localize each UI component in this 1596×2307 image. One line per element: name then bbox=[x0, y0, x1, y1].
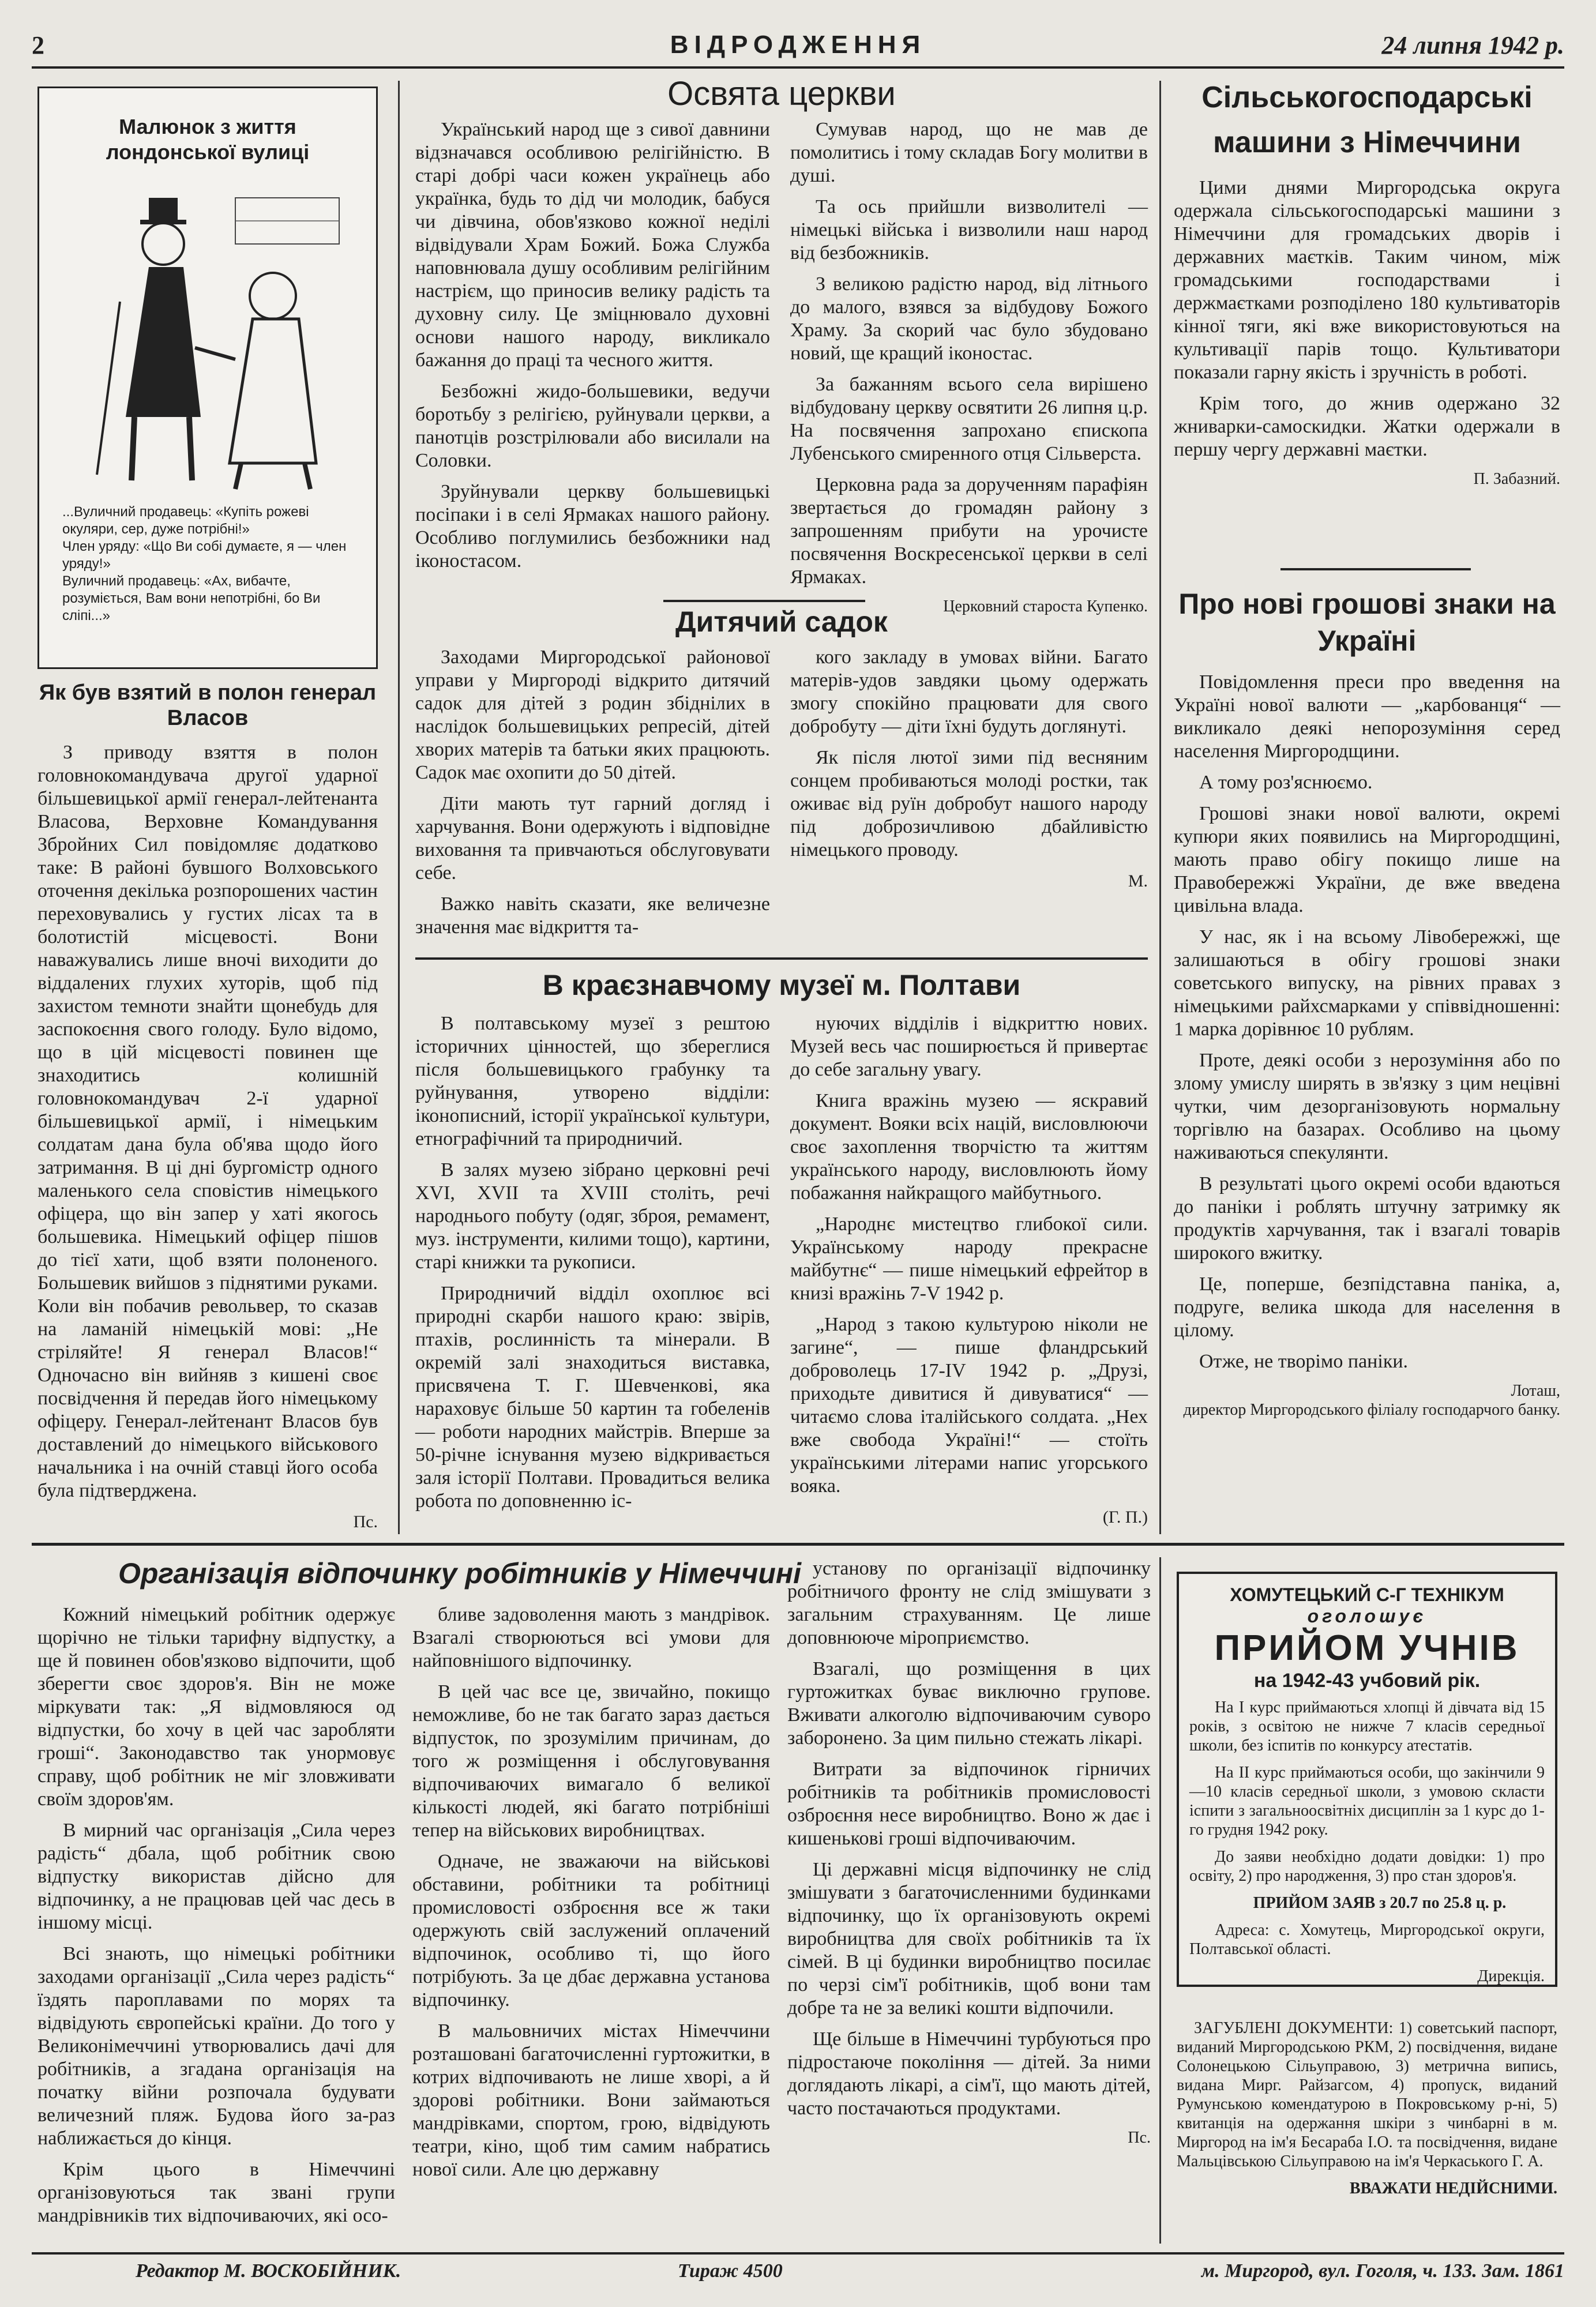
church-paragraph: Церковна рада за дорученням парафіян звертається до громадян району з запрошенням прибути на урочисте посвячення Воскресенської церкви в селі Ярмаках. bbox=[790, 474, 1148, 588]
money-paragraph: Проте, деякі особи з нерозуміння або по злому умислу ширять в зв'язку з цим нецівні чутки, чим дезорганізовують нормальну торгівлю на базарах. Особливо на цьому наживаються спекулянти. bbox=[1174, 1050, 1560, 1163]
church-paragraph: Український народ ще з сивої давнини відзначався особливою релігійністю. В старі добрі часи кожен українець або українка, будь то дід чи молодик, бабуся чи дівчина, обов'язково кожної неділі відвідували Храм Божий. Божа Служба наповнювала душу особливим релігійним настрієм, що приносив велику радість та духовну силу. Це зміцнювало духовні основи нашого народу, викликало бажання до праці та чесного життя. bbox=[415, 119, 770, 371]
article-rest-col2 bbox=[412, 1603, 770, 2244]
cartoon-caption-vendor: ...Вуличний продавець: «Купіть рожеві окуляри, сер, дуже потрібні!» bbox=[62, 504, 309, 537]
footer bbox=[32, 2252, 1564, 2289]
article-machines-title: Сільськогосподарські машини з Німеччини bbox=[1201, 81, 1533, 159]
article-machines-signature: П. Забазний. bbox=[1473, 470, 1560, 488]
section-rule bbox=[415, 957, 1148, 960]
article-kindergarten bbox=[415, 606, 1148, 975]
article-rest-title: Організація відпочинку робітників у Німеччині bbox=[118, 1557, 801, 1590]
column-rule bbox=[1159, 1557, 1161, 2244]
museum-paragraph: „Народнє мистецтво глибокої сили. Українському народу прекрасне майбутнє“ — пише німецький ефрейтор в книзі вражінь 7-V 1942 р. bbox=[790, 1213, 1148, 1304]
rest-paragraph: В мальовничих містах Німеччини розташовані багаточисленні гуртожитки, в котрих відпочивають не лише хворі, а й здорові робітники. Вони займаються мандрівками, спортом, грою, відвідують театри, кіно, щоб тим самим набратись нової сили. Але цю державну bbox=[412, 2020, 770, 2180]
article-vlasov-signature: Пс. bbox=[353, 1512, 378, 1532]
church-paragraph: За бажанням всього села вирішено відбудовану церкву освятити 26 липня ц.р. На посвячення запрохано єпископа Лубенського смиренного отця Сільверста. bbox=[790, 374, 1148, 464]
column-rule bbox=[398, 81, 400, 1534]
kindergarten-paragraph: Важко навіть сказати, яке величезне значення має відкриття та- bbox=[415, 893, 770, 938]
article-rest-col3 bbox=[787, 1557, 1151, 2244]
ad-headline: ПРИЙОМ УЧНІВ bbox=[1214, 1628, 1520, 1668]
newspaper-name: ВІДРОДЖЕННЯ bbox=[670, 31, 926, 59]
article-vlasov bbox=[37, 681, 378, 1546]
money-paragraph: Отже, не творімо паніки. bbox=[1199, 1351, 1409, 1372]
masthead bbox=[32, 26, 1564, 69]
article-machines bbox=[1174, 75, 1560, 554]
rest-paragraph: Всі знають, що німецькі робітники заходами організації „Сила через радість“ їздять пароплавами по морях та відвідують європейські країни. До того у Великонімеччині утворювались дачі для робітників, а згадана організація на початку війни розпочала будувати величезний пляж. Будова його за-раз наближається до кінця. bbox=[37, 1943, 395, 2149]
article-museum-signature: (Г. П.) bbox=[1102, 1508, 1148, 1527]
article-kindergarten-signature: М. bbox=[1128, 871, 1148, 891]
technikum-advertisement bbox=[1177, 1572, 1557, 1987]
article-money bbox=[1174, 585, 1560, 1531]
article-vlasov-text: З приводу взяття в полон головнокомандувача другої ударної більшевицької армії генерал-лейтенанта Власова, Верховне Командування Збройних Сил повідомляє додатково таке: В районі бувшого Волховського оточення декілька розпорошених частин переховувались у густих лісах та в болотистій місцевості. Вони наважувались лише вночі виходити до віддалених глухих хуторів, щоб під захистом темноти знайти щонебудь для заспокоєння свого голоду. Було відомо, що в цій місцевості повинен ще знаходитись колишній головнокомандувач 2-ї ударної більшевицької армії, і німецьким солдатам дана була об'ява щодо його затримання. В ці дні бургомістр одного маленького села сповістив німецького офіцера, що він запер у хаті якогось большевика. Німецький офіцер пішов до тієї хати, щоб взяти полоненого. Большевик вийшов з піднятими руками. Коли він побачив револьвер, то сказав на ламаній німецькій мові: „Не стріляйте! Я генерал Власов!“ Одночасно він вийняв з кишені своє посвідчення й передав його німецькому офіцеру. Генерал-лейтенант Власов був доставлений до німецького військового начальника і на очній ставці його особа була підтверджена. bbox=[37, 742, 378, 1502]
museum-paragraph: В залях музею зібрано церковні речі XVI, XVII та XVIII століть, речі народнього побуту (одяг, зброя, ремамент, муз. інструменти, килими тощо), картини, старі книжки та рукописи. bbox=[415, 1159, 770, 1273]
article-church-title: Освята церкви bbox=[667, 75, 896, 112]
money-paragraph: Повідомлення преси про введення на Україні нової валюти — „карбованця“ — викликало деякі непорозуміння серед населення Миргородщини. bbox=[1174, 671, 1560, 762]
machines-paragraph: Крім того, до жнив одержано 32 жниварки-самоскидки. Жатки одержали в першу чергу державні маєтки. bbox=[1174, 393, 1560, 460]
article-church bbox=[415, 75, 1148, 615]
lost-documents-text: ЗАГУБЛЕНІ ДОКУМЕНТИ: 1) советський паспорт, виданий Миргородською РКМ, 2) посвідчення, видане Солонецькою Сільуправою, 3) метрична випись, видана Мирг. Райзагсом, 4) пропуск, виданий Румунською комендатурою в Покровському р-ні, 5) квитанція на одержання шкіри з чинбарні в м. Миргород на ім'я Бесараба І.О. та посвідчення, видане Мальцівською Сільуправою на ім'я Черкаського Г. А. bbox=[1177, 2019, 1557, 2170]
rest-paragraph: Ці державні місця відпочинку не слід змішувати з багаточисленними будинками відпочинку, що їх організовують окремі виробництва для своїх робітників та їх сімей. В ці будинки виробництво посилає по черзі сім'ї робітників, щоб вони там добре та не за великі кошти відпочили. bbox=[787, 1859, 1151, 2019]
section-rule-bottom bbox=[32, 1543, 1564, 1546]
article-museum-col1 bbox=[415, 1012, 770, 1531]
article-museum bbox=[415, 969, 1148, 1534]
kindergarten-paragraph: Заходами Миргородської районової управи у Миргороді відкрито дитячий садок для дітей з родин збіднілих в наслідок большевицьких репресій, дітей хворих матерів та батьки яких працюють. Садок має охопити до 50 дітей. bbox=[415, 647, 770, 783]
ad-year: на 1942-43 учбовий рік. bbox=[1253, 1670, 1481, 1692]
rest-paragraph: бливе задоволення мають з мандрівок. Взагалі створюються всі умови для найповнішого відпочинку. bbox=[412, 1604, 770, 1671]
rest-paragraph: Ще більше в Німеччині турбуються про підростаюче покоління — дітей. За ними доглядають лікарі, а сім'ї, що мають дітей, часто постачаються продуктами. bbox=[787, 2028, 1151, 2119]
article-rest-col1 bbox=[37, 1603, 395, 2244]
section-rule bbox=[663, 600, 865, 602]
kindergarten-paragraph: Діти мають тут гарний догляд і харчування. Вони одержують і відповідне виховання та привчаються обслуговувати себе. bbox=[415, 793, 770, 884]
ad-line: ПРИЙОМ ЗАЯВ з 20.7 по 25.8 ц. р. bbox=[1253, 1894, 1507, 1912]
section-rule bbox=[1280, 568, 1471, 570]
article-money-signature-name: Лоташ, bbox=[1511, 1382, 1560, 1400]
article-kindergarten-col2 bbox=[790, 646, 1148, 975]
cartoon-caption-official: Член уряду: «Що Ви собі думаєте, я — член уряду!» bbox=[62, 539, 347, 572]
article-church-col1 bbox=[415, 118, 770, 591]
rest-paragraph: установу по організації відпочинку робітничого фронту не слід змішувати з загальним страхуванням. Це лише доповнююче міроприємство. bbox=[787, 1558, 1151, 1648]
page-number: 2 bbox=[32, 31, 44, 59]
church-paragraph: Та ось прийшли визволителі — німецькі війська і визволили наш народ від безбожників. bbox=[790, 196, 1148, 264]
lost-documents-notice bbox=[1177, 2019, 1557, 2244]
footer-print-run: Тираж 4500 bbox=[678, 2260, 783, 2282]
museum-paragraph: Природничий відділ охоплює всі природні скарби нашого краю: звірів, птахів, рослинність та мінерали. В окремій залі знаходиться виставка, присвячена Т. Г. Шевченкові, яка нараховує більше 50 картин та гобеленів — роботи народних майстрів. Вперше за 50-річне існування музею відкривається заля історії Полтави. Провадиться велика робота по доповненню іс- bbox=[415, 1283, 770, 1512]
rest-paragraph: Витрати за відпочинок гірничих робітників та робітників промисловості озброєння несе виробництво. Воно ж дає і кишенькові гроші відпочиваючим. bbox=[787, 1759, 1151, 1849]
rest-paragraph: В мирний час організація „Сила через радість“ дбала, щоб робітник свою відпустку використав дійсно для відпочинку, а не працював цей час десь в іншому місці. bbox=[37, 1820, 395, 1933]
rest-paragraph: В цей час все це, звичайно, покищо неможливе, бо не так багато зараз дається відпусток, по зрозумілим причинам, до того ж розміщення і обслуговування відпочиваючих вимагало б великої кількості людей, які багато потрібніші тепер на військових виробництвах. bbox=[412, 1681, 770, 1841]
cartoon-title: Малюнок з життя лондонської вулиці bbox=[106, 115, 310, 164]
ad-line: На ІІ курс приймаються особи, що закінчили 9—10 класів середньої школи, з умовою скласти іспити з загальноосвітніх дисциплін за 1 курс до 1-го грудня 1942 року. bbox=[1189, 1764, 1545, 1839]
cartoon-caption-reply: Вуличний продавець: «Ах, вибачте, розуміється, Вам вони непотрібні, бо Ви сліпі...» bbox=[62, 573, 321, 623]
lost-documents-void: ВВАЖАТИ НЕДІЙСНИМИ. bbox=[1349, 2180, 1557, 2197]
money-paragraph: Це, поперше, безпідставна паніка, а, подруге, велика шкода для населення в цілому. bbox=[1174, 1273, 1560, 1341]
rest-paragraph: Одначе, не зважаючи на військові обставини, робітники та робітниці промисловості озброєння все ж таки одержують свій заслужений оплачений відпочинок, особливо ті, що його потрібують. За це дбає державна установа відпочинку. bbox=[412, 1851, 770, 2011]
museum-paragraph: нуючих відділів і відкриттю нових. Музей весь час поширюється й привертає до себе загальну увагу. bbox=[790, 1013, 1148, 1080]
cartoon-box bbox=[37, 87, 378, 669]
museum-paragraph: В полтавському музеї з рештою історичних цінностей, що збереглися після большевицького грабунку та руйнування, утворено відділи: іконописний, історії української культури, етнографічний та природничий. bbox=[415, 1013, 770, 1149]
ad-organization: ХОМУТЕЦЬКИЙ С-Г ТЕХНІКУМ bbox=[1230, 1584, 1504, 1605]
ad-line: Адреса: с. Хомутець, Миргородської округи, Полтавської області. bbox=[1189, 1921, 1545, 1958]
cartoon-captions bbox=[62, 504, 359, 665]
church-paragraph: З великою радістю народ, від літнього до малого, взявся за відбудову Божого Храму. За скорий час було збудовано новий, ще кращий іконостас. bbox=[790, 273, 1148, 364]
article-rest bbox=[37, 1557, 1151, 2246]
article-museum-title: В краєзнавчому музеї м. Полтави bbox=[542, 969, 1021, 1001]
article-money-title: Про нові грошові знаки на Україні bbox=[1178, 588, 1556, 657]
machines-paragraph: Цими днями Миргородська округа одержала сільськогосподарські машини з Німеччини для громадських дворів і державних маєтків. Таким чином, між громадськими господарствами і держмаєтками розподілено 180 культиваторів кінної тяги, які вже використовуються на культивації парів тощо. Культиватори показали гарну якість і зручність в роботі. bbox=[1174, 177, 1560, 383]
ad-announces: оголошує bbox=[1307, 1606, 1427, 1626]
article-rest-signature: Пс. bbox=[1128, 2129, 1151, 2147]
article-money-signature-role: директор Миргородського філіалу господарчого банку. bbox=[1183, 1401, 1560, 1419]
issue-date: 24 липня 1942 р. bbox=[1381, 31, 1564, 59]
rest-paragraph: Взагалі, що розміщення в цих гуртожитках буває виключно групове. Вживати алкоголю відпочиваючим суворо заборонено. За цим пильно стежать лікарі. bbox=[787, 1658, 1151, 1749]
article-kindergarten-title: Дитячий садок bbox=[675, 606, 888, 638]
article-museum-col2 bbox=[790, 1012, 1148, 1531]
article-vlasov-title: Як був взятий в полон генерал Власов bbox=[39, 681, 377, 730]
article-church-col2 bbox=[790, 118, 1148, 615]
kindergarten-paragraph: кого закладу в умовах війни. Багато матерів-удов завдяки цьому одержать змогу спокійно працювати для свого добробуту — діти їхні будуть доглянуті. bbox=[790, 647, 1148, 737]
ad-signature: Дирекція. bbox=[1477, 1967, 1545, 1985]
article-kindergarten-col1 bbox=[415, 646, 770, 975]
church-paragraph: Сумував народ, що не мав де помолитись і тому складав Богу молитви в душі. bbox=[790, 119, 1148, 186]
column-rule bbox=[1159, 81, 1161, 1534]
money-paragraph: Грошові знаки нової валюти, окремі купюри яких появились на Миргородщині, мають право обігу покищо лише на Правобережжі України, де вже введена цивільна влада. bbox=[1174, 803, 1560, 916]
money-paragraph: У нас, як і на всьому Лівобережжі, ще залишаються в обігу грошові знаки советського випуску, на рівних правах з німецькими райхсмарками у співвідношенні: 1 марка дорівнює 10 рублям. bbox=[1174, 926, 1560, 1040]
church-paragraph: Зруйнували церкву большевицькі посіпаки і в селі Ярмаках нашого району. Особливо поглумились безбожники над іконостасом. bbox=[415, 481, 770, 572]
rest-paragraph: Крім цього в Німеччині організовуються так звані групи мандрівників тих відпочиваючих, які осо- bbox=[37, 2159, 395, 2226]
church-paragraph: Безбожні жидо-большевики, ведучи боротьбу з релігією, руйнували церкви, а панотців розстрілювали або висилали на Соловки. bbox=[415, 381, 770, 471]
money-paragraph: В результаті цього окремі особи вдаються до паніки і роблять штучну затримку як продуктів харчування, так і взагалі товарів широкого вжитку. bbox=[1174, 1173, 1560, 1264]
article-church-signature: Церковний староста Купенко. bbox=[943, 598, 1148, 615]
footer-address: м. Миргород, вул. Гоголя, ч. 133. Зам. 1861 bbox=[1201, 2260, 1564, 2282]
footer-editor: Редактор М. ВОСКОБІЙНИК. bbox=[136, 2260, 401, 2282]
museum-paragraph: Книга вражінь музею — яскравий документ. Вояки всіх націй, висловлюючи своє захоплення творчістю та життям українського народу, висловлюють йому побажання найкращого майбутнього. bbox=[790, 1090, 1148, 1204]
ad-line: До заяви необхідно додати довідки: 1) про освіту, 2) про народження, 3) про стан здоров'я. bbox=[1189, 1848, 1545, 1885]
cartoon-illustration bbox=[62, 175, 356, 498]
rest-paragraph: Кожний німецький робітник одержує щорічно не тільки тарифну відпустку, а ще й повинен обов'язково відпочити, щоб зберегти своє здоров'я. Він не може міркувати так: „Я відмовляюся од відпустки, бо хочу в цей час заробляти гроші“. Законодавство так унормовує справу, щоб робітник не міг зловживати своїм здоров'ям. bbox=[37, 1604, 395, 1810]
money-paragraph: А тому роз'яснюємо. bbox=[1199, 772, 1373, 793]
museum-paragraph: „Народ з такою культурою ніколи не загине“, — пише фландрський доброволець 17-IV 1942 р. „Друзі, приходьте дивитися й дивуватися“ — читаємо слова італійського солдата. „Нех вже свобода Україні!“ — стоїть українськими літерами напис угорського вояка. bbox=[790, 1314, 1148, 1497]
kindergarten-paragraph: Як після лютої зими під весняним сонцем пробиваються молоді ростки, так оживає від руїн добробут нашого народу під доброзичливою дбайливістю німецького проводу. bbox=[790, 747, 1148, 861]
ad-line: На І курс приймаються хлопці й дівчата від 15 років, з освітою не нижче 7 класів середньої школи, без іспитів по конкурсу атестатів. bbox=[1189, 1699, 1545, 1754]
